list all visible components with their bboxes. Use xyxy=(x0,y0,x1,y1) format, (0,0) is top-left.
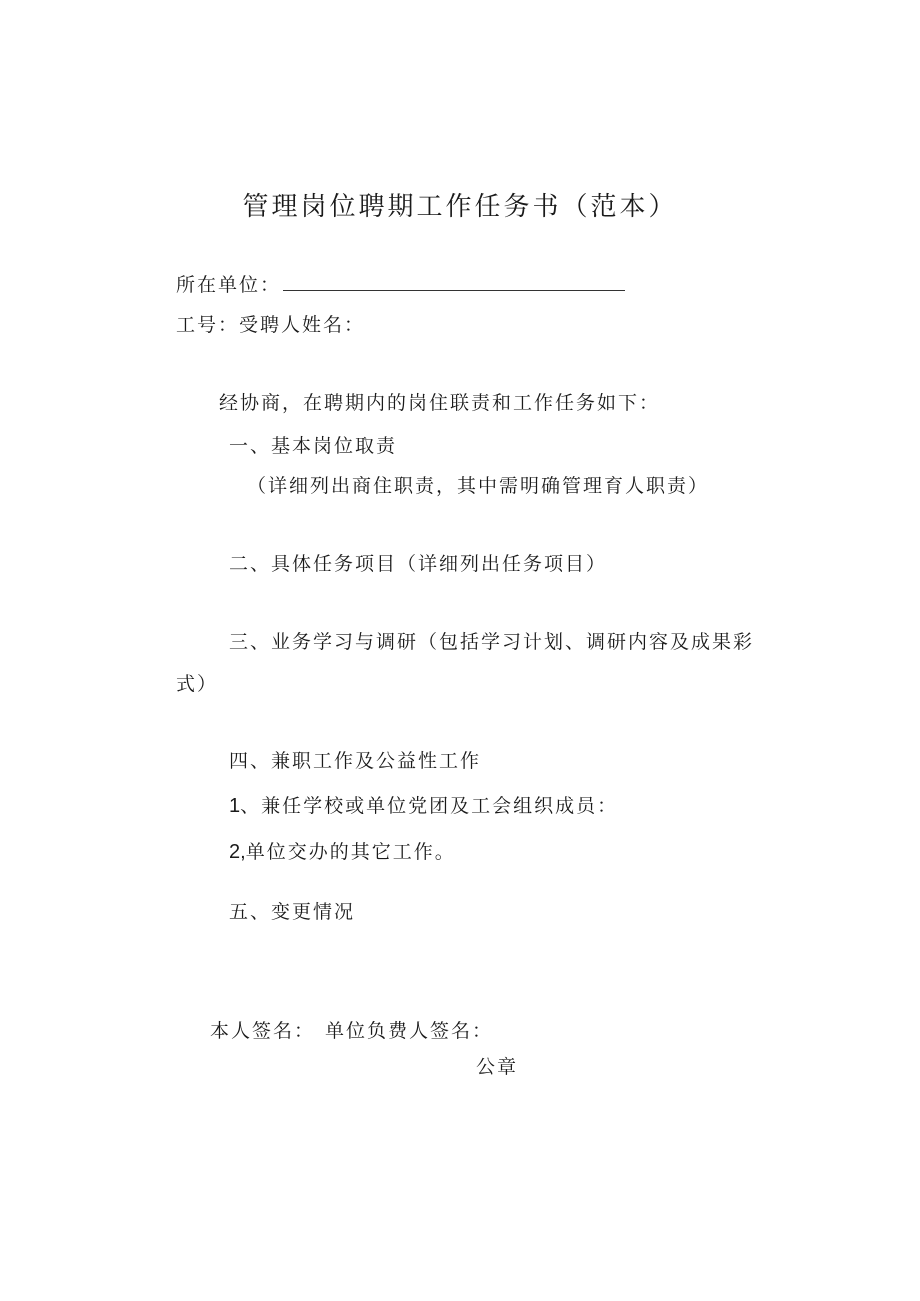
unit-label: 所在单位： xyxy=(176,274,282,296)
section4-item1 xyxy=(229,796,618,816)
section3-heading-line2: 式） xyxy=(176,673,219,695)
section4-item2 xyxy=(229,842,456,862)
intro-text: 经协商，在聘期内的岗住联责和工作任务如下： xyxy=(219,392,661,414)
unit-field xyxy=(176,272,625,295)
section4-item1-number: 1 xyxy=(229,795,241,817)
section4-item2-text: 单位交办的其它工作。 xyxy=(245,841,456,863)
section2-heading: 二、具体任务项目（详细列出任务项目） xyxy=(229,553,608,575)
self-signature-label: 本人签名： xyxy=(210,1020,316,1042)
section1-heading: 一、基本岗位取责 xyxy=(229,435,398,457)
section1-note: （详细列出商住职责，其中需明确管理育人职责） xyxy=(247,475,710,497)
section5-heading: 五、变更情况 xyxy=(229,901,356,923)
section4-item1-text: 、兼任学校或单位党团及工会组织成员： xyxy=(240,795,619,817)
section4-item2-number: 2, xyxy=(229,841,246,863)
section3-heading-line1: 三、业务学习与调研（包括学习计划、调研内容及成果彩 xyxy=(229,631,755,653)
document-title: 管理岗位聘期工作任务书（范本） xyxy=(242,192,678,222)
section4-heading: 四、兼职工作及公益性工作 xyxy=(229,750,482,772)
id-name-label: 工号：受聘人姓名： xyxy=(176,314,366,336)
official-seal-label: 公章 xyxy=(476,1056,519,1078)
unit-head-signature-label: 单位负费人签名： xyxy=(325,1020,494,1042)
unit-blank-line xyxy=(283,272,625,291)
